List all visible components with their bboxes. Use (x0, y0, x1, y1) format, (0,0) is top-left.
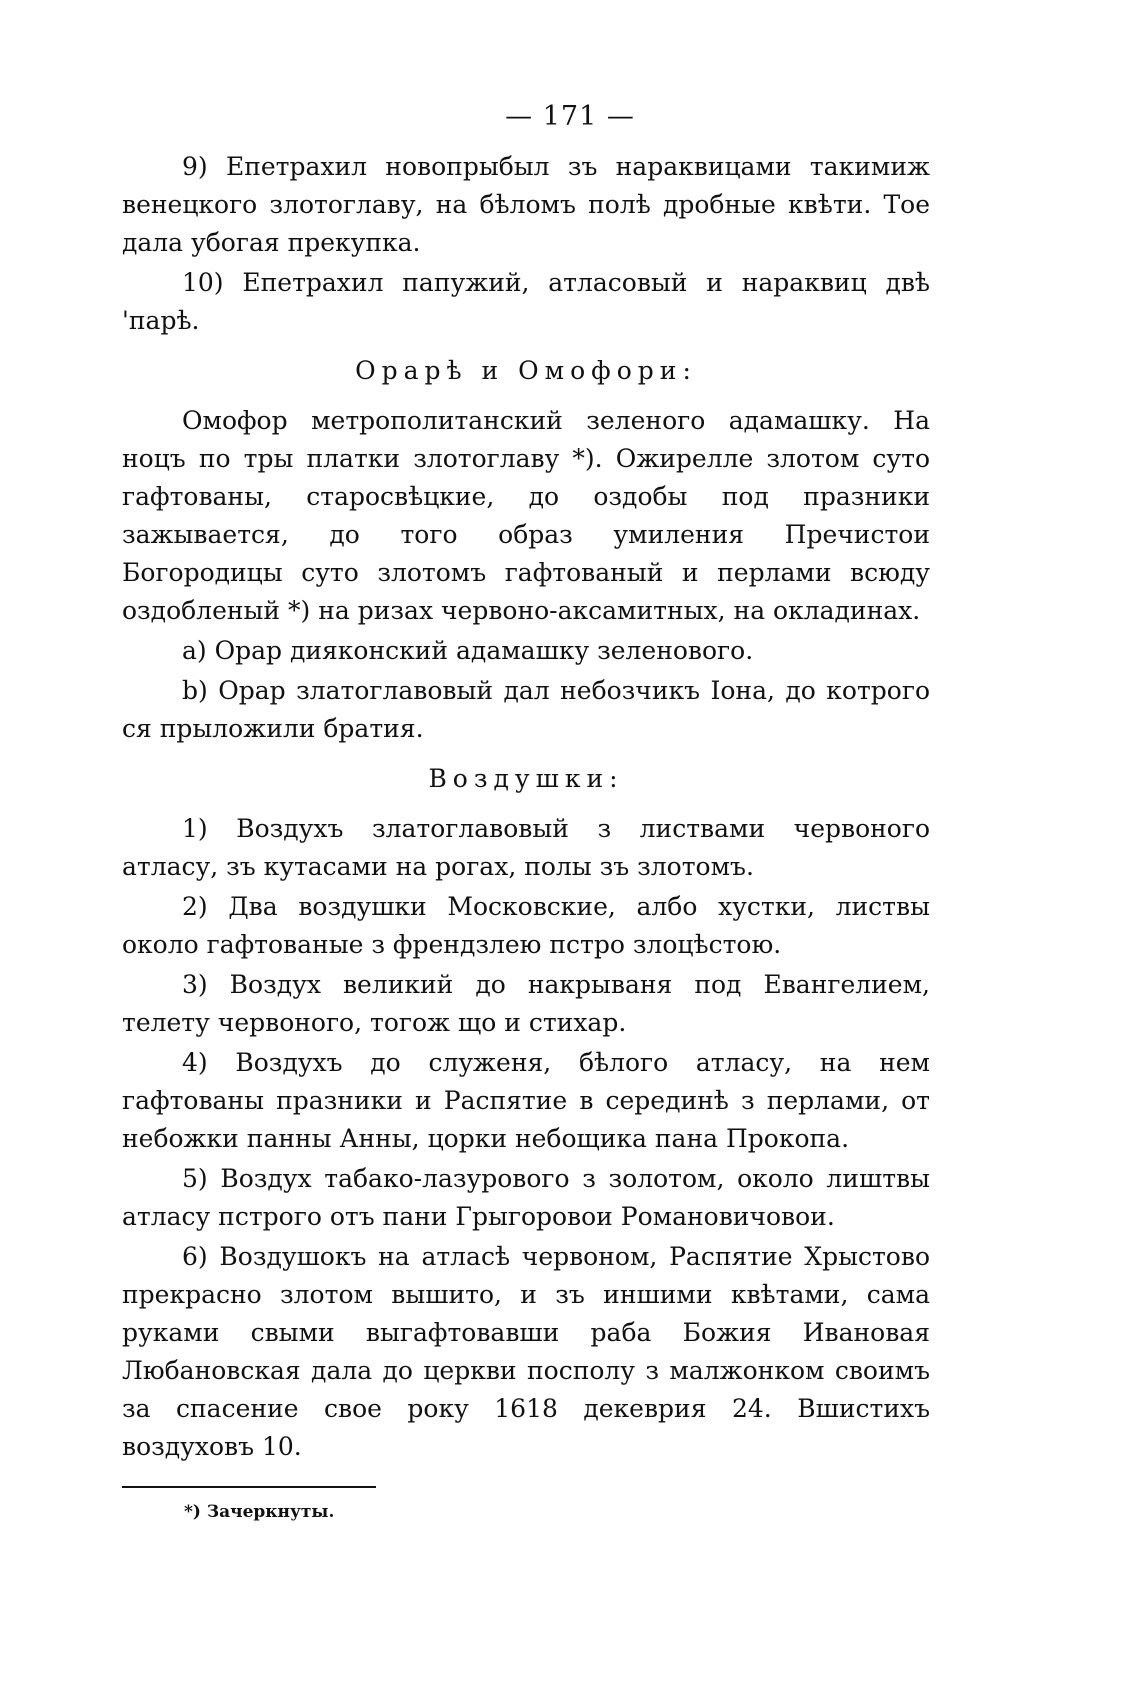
paragraph-vozdukh-5: 5) Воздух табако-лазурового з золотом, около лиштвы атласу пстрого отъ пани Грыгоровои Романовичовои. (122, 1164, 930, 1231)
section-heading-orare: Орарѣ и Омофори: (355, 356, 697, 385)
footnote-divider (122, 1486, 376, 1488)
footnote: *) Зачеркнуты. (184, 1502, 335, 1522)
paragraph-orar-b: b) Орар златоглавовый дал небозчикъ Іона, до котрого ся прыложили братия. (122, 676, 930, 743)
paragraph-vozdukh-3: 3) Воздух великий до накрываня под Евангелием, телету червоного, тогож що и стихар. (122, 970, 930, 1037)
paragraph-vozdukh-2: 2) Два воздушки Московские, албо хустки, листвы около гафтованые з френдзлею пстро злоцѣстою. (122, 892, 930, 959)
paragraph-9: 9) Епетрахил новопрыбыл зъ нараквицами такимиж венецкого злотоглаву, на бѣломъ полѣ дробные квѣти. Тое дала убогая прекупка. (122, 152, 930, 257)
paragraph-10: 10) Епетрахил папужий, атласовый и нараквиц двѣ 'парѣ. (122, 268, 930, 335)
paragraph-vozdukh-1: 1) Воздухъ златоглавовый з листвами червоного атласу, зъ кутасами на рогах, полы зъ злотомъ. (122, 814, 930, 881)
page-body (122, 148, 930, 1524)
paragraph-vozdukh-6: 6) Воздушокъ на атласѣ червоном, Распятие Хрыстово прекрасно злотом вышито, и зъ иншими квѣтами, сама руками свыми выгафтовавши раба Божия Ивановая Любановская дала до церкви посполу з малжонком своимъ за спасение свое року 1618 декеврия 24. Вшистихъ воздуховъ 10. (122, 1242, 930, 1461)
paragraph-orar-a: a) Орар дияконский адамашку зеленового. (182, 636, 754, 665)
paragraph-vozdukh-4: 4) Воздухъ до служеня, бѣлого атласу, на нем гафтованы празники и Распятие в серединѣ з перлами, от небожки панны Анны, цорки небощика пана Прокопа. (122, 1048, 930, 1153)
paragraph-omofor: Омофор метрополитанский зеленого адамашку. На ноцъ по тры платки злотоглаву *). Ожирелле злотом суто гафтованы, старосвѣцкие, до оздобы под празники зажывается, до того образ умиления Пречистои Богородицы суто злотомъ гафтованый и перлами всюду оздобленый *) на ризах червоно-аксамитных, на окладинах. (122, 406, 930, 625)
page-number: — 171 — (505, 101, 635, 132)
section-heading-vozdushki: Воздушки: (428, 764, 624, 793)
